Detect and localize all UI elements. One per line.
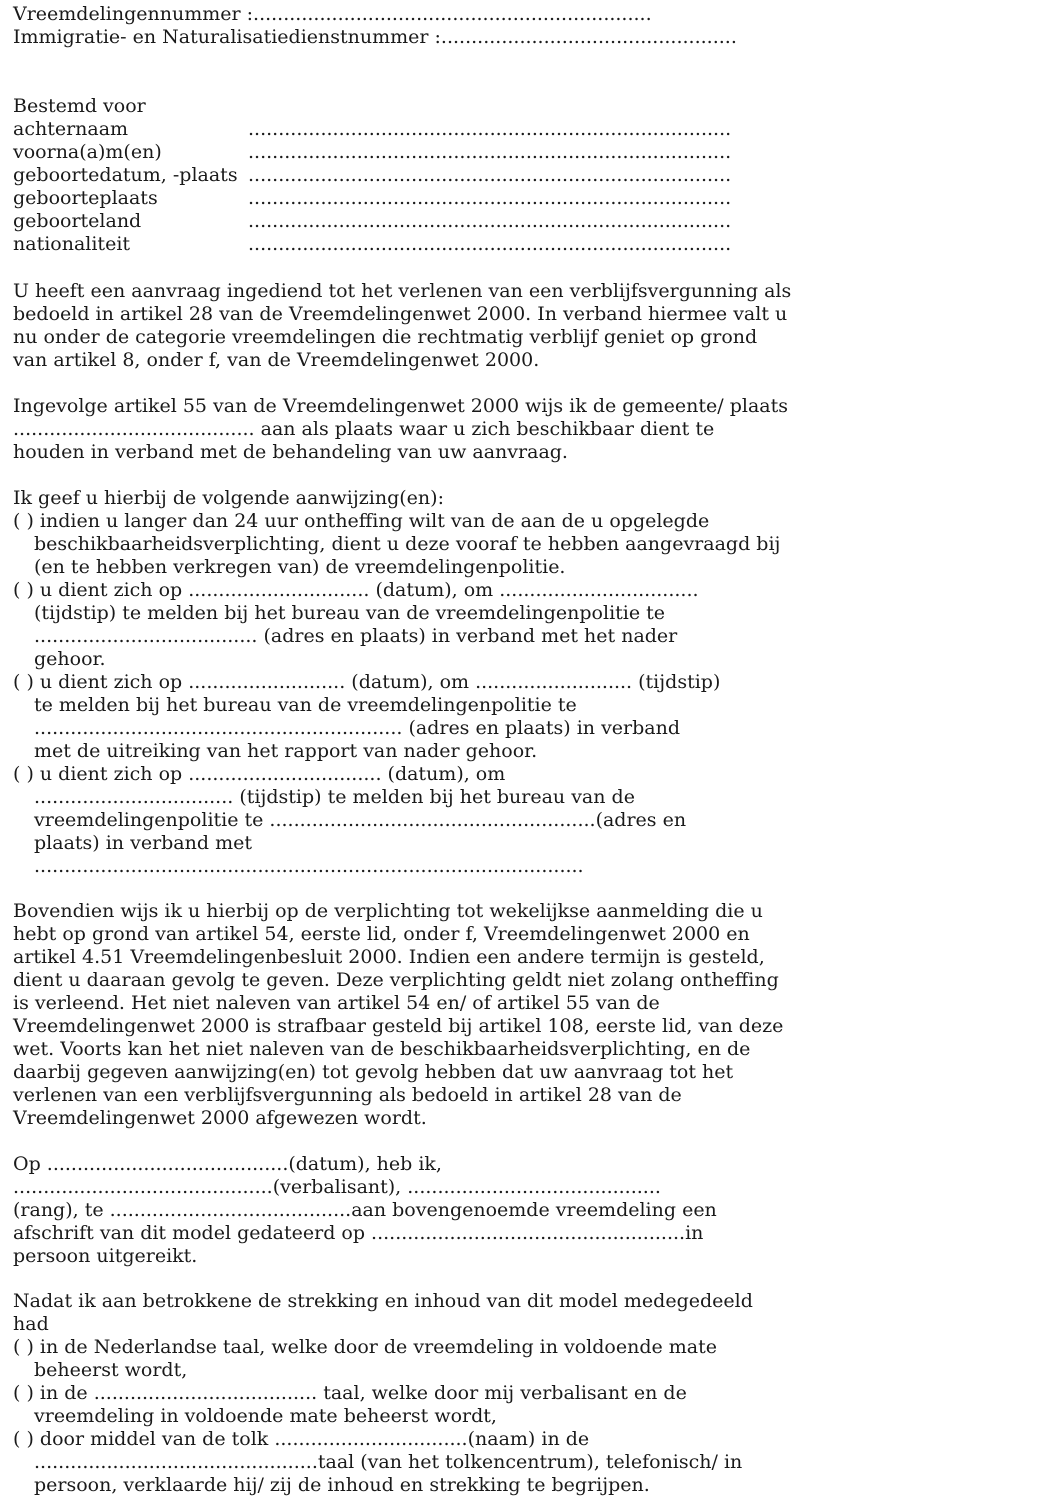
paragraph6-line: Nadat ik aan betrokkene de strekking en inhoud van dit model medegedeeld [13,1290,753,1312]
paragraph5-line: (rang), te ........................................aan bovengenoemde vreemdeling een [13,1199,717,1221]
field-blank-voornamen: ................................................................................ [248,141,732,163]
instructions-intro: Ik geef u hierbij de volgende aanwijzing(en): [13,487,444,509]
field-label-geboortedatum: geboortedatum, -plaats [13,164,238,186]
field-blank-geboortedatum: ................................................................................ [248,164,732,186]
paragraph5-line: persoon uitgereikt. [13,1245,198,1267]
instruction-line: ( ) indien u langer dan 24 uur ontheffing wilt van de aan de u opgelegde [13,510,710,532]
field-blank-achternaam: ................................................................................ [248,118,732,140]
ind-nummer-line: Immigratie- en Naturalisatiedienstnummer :................................................. [13,26,737,48]
instruction-line: (tijdstip) te melden bij het bureau van de vreemdelingenpolitie te [34,602,666,624]
field-blank-nationaliteit: ................................................................................ [248,233,732,255]
instruction-line: ................................. (tijdstip) te melden bij het bureau van de [34,786,635,808]
field-label-geboorteplaats: geboorteplaats [13,187,158,209]
recipient-heading: Bestemd voor [13,95,146,117]
instruction-line: gehoor. [34,648,106,670]
paragraph6-line: ( ) in de Nederlandse taal, welke door de vreemdeling in voldoende mate [13,1336,718,1358]
paragraph4-line: verlenen van een verblijfsvergunning als bedoeld in artikel 28 van de [13,1084,682,1106]
instruction-line: ........................................................................................... [34,855,584,877]
paragraph4-line: dient u daaraan gevolg te geven. Deze verplichting geldt niet zolang ontheffing [13,969,779,991]
vreemdelingennummer-line: Vreemdelingennummer :.................................................................. [13,3,652,25]
paragraph6-line: ( ) door middel van de tolk ................................(naam) in de [13,1428,590,1450]
instruction-line: ( ) u dient zich op .............................. (datum), om ................................. [13,579,699,601]
instruction-line: te melden bij het bureau van de vreemdelingenpolitie te [34,694,577,716]
paragraph6-line: ...............................................taal (van het tolkencentrum), telefonisch/ in [34,1451,743,1473]
paragraph4-line: daarbij gegeven aanwijzing(en) tot gevolg hebben dat uw aanvraag tot het [13,1061,734,1083]
instruction-line: plaats) in verband met [34,832,252,854]
paragraph1-line: van artikel 8, onder f, van de Vreemdelingenwet 2000. [13,349,540,371]
paragraph6-line: beheerst wordt, [34,1359,188,1381]
paragraph1-line: bedoeld in artikel 28 van de Vreemdelingenwet 2000. In verband hiermee valt u [13,303,788,325]
instruction-line: beschikbaarheidsverplichting, dient u deze vooraf te hebben aangevraagd bij [34,533,781,555]
paragraph4-line: wet. Voorts kan het niet naleven van de beschikbaarheidsverplichting, en de [13,1038,751,1060]
instruction-line: (en te hebben verkregen van) de vreemdelingenpolitie. [34,556,566,578]
instruction-line: ( ) u dient zich op ................................ (datum), om [13,763,506,785]
paragraph2-line: Ingevolge artikel 55 van de Vreemdelingenwet 2000 wijs ik de gemeente/ plaats [13,395,789,417]
field-label-geboorteland: geboorteland [13,210,142,232]
field-label-achternaam: achternaam [13,118,129,140]
paragraph6-line: vreemdeling in voldoende mate beheerst wordt, [34,1405,497,1427]
paragraph4-line: Vreemdelingenwet 2000 is strafbaar gesteld bij artikel 108, eerste lid, van deze [13,1015,784,1037]
field-label-voornamen: voorna(a)m(en) [13,141,162,163]
instruction-line: ............................................................. (adres en plaats) in verband [34,717,681,739]
paragraph2-line: ........................................ aan als plaats waar u zich beschikbaar dient te [13,418,715,440]
paragraph4-line: is verleend. Het niet naleven van artikel 54 en/ of artikel 55 van de [13,992,660,1014]
paragraph6-line: persoon, verklaarde hij/ zij de inhoud en strekking te begrijpen. [34,1474,650,1496]
instruction-line: vreemdelingenpolitie te ......................................................(adres en [34,809,687,831]
instruction-line: ..................................... (adres en plaats) in verband met het nader [34,625,678,647]
paragraph4-line: Bovendien wijs ik u hierbij op de verplichting tot wekelijkse aanmelding die u [13,900,763,922]
paragraph5-line: afschrift van dit model gedateerd op ....................................................in [13,1222,704,1244]
paragraph5-line: ...........................................(verbalisant), .......................................... [13,1176,661,1198]
field-blank-geboorteland: ................................................................................ [248,210,732,232]
paragraph5-line: Op ........................................(datum), heb ik, [13,1153,442,1175]
instruction-line: met de uitreiking van het rapport van nader gehoor. [34,740,538,762]
paragraph2-line: houden in verband met de behandeling van uw aanvraag. [13,441,568,463]
paragraph1-line: nu onder de categorie vreemdelingen die rechtmatig verblijf geniet op grond [13,326,758,348]
paragraph6-line: ( ) in de ..................................... taal, welke door mij verbalisant en de [13,1382,687,1404]
paragraph6-line: had [13,1313,49,1335]
paragraph4-line: Vreemdelingenwet 2000 afgewezen wordt. [13,1107,427,1129]
paragraph4-line: hebt op grond van artikel 54, eerste lid, onder f, Vreemdelingenwet 2000 en [13,923,750,945]
instruction-line: ( ) u dient zich op .......................... (datum), om .......................... (tijdstip) [13,671,721,693]
paragraph1-line: U heeft een aanvraag ingediend tot het verlenen van een verblijfsvergunning als [13,280,792,302]
field-blank-geboorteplaats: ................................................................................ [248,187,732,209]
paragraph4-line: artikel 4.51 Vreemdelingenbesluit 2000. Indien een andere termijn is gesteld, [13,946,765,968]
field-label-nationaliteit: nationaliteit [13,233,131,255]
